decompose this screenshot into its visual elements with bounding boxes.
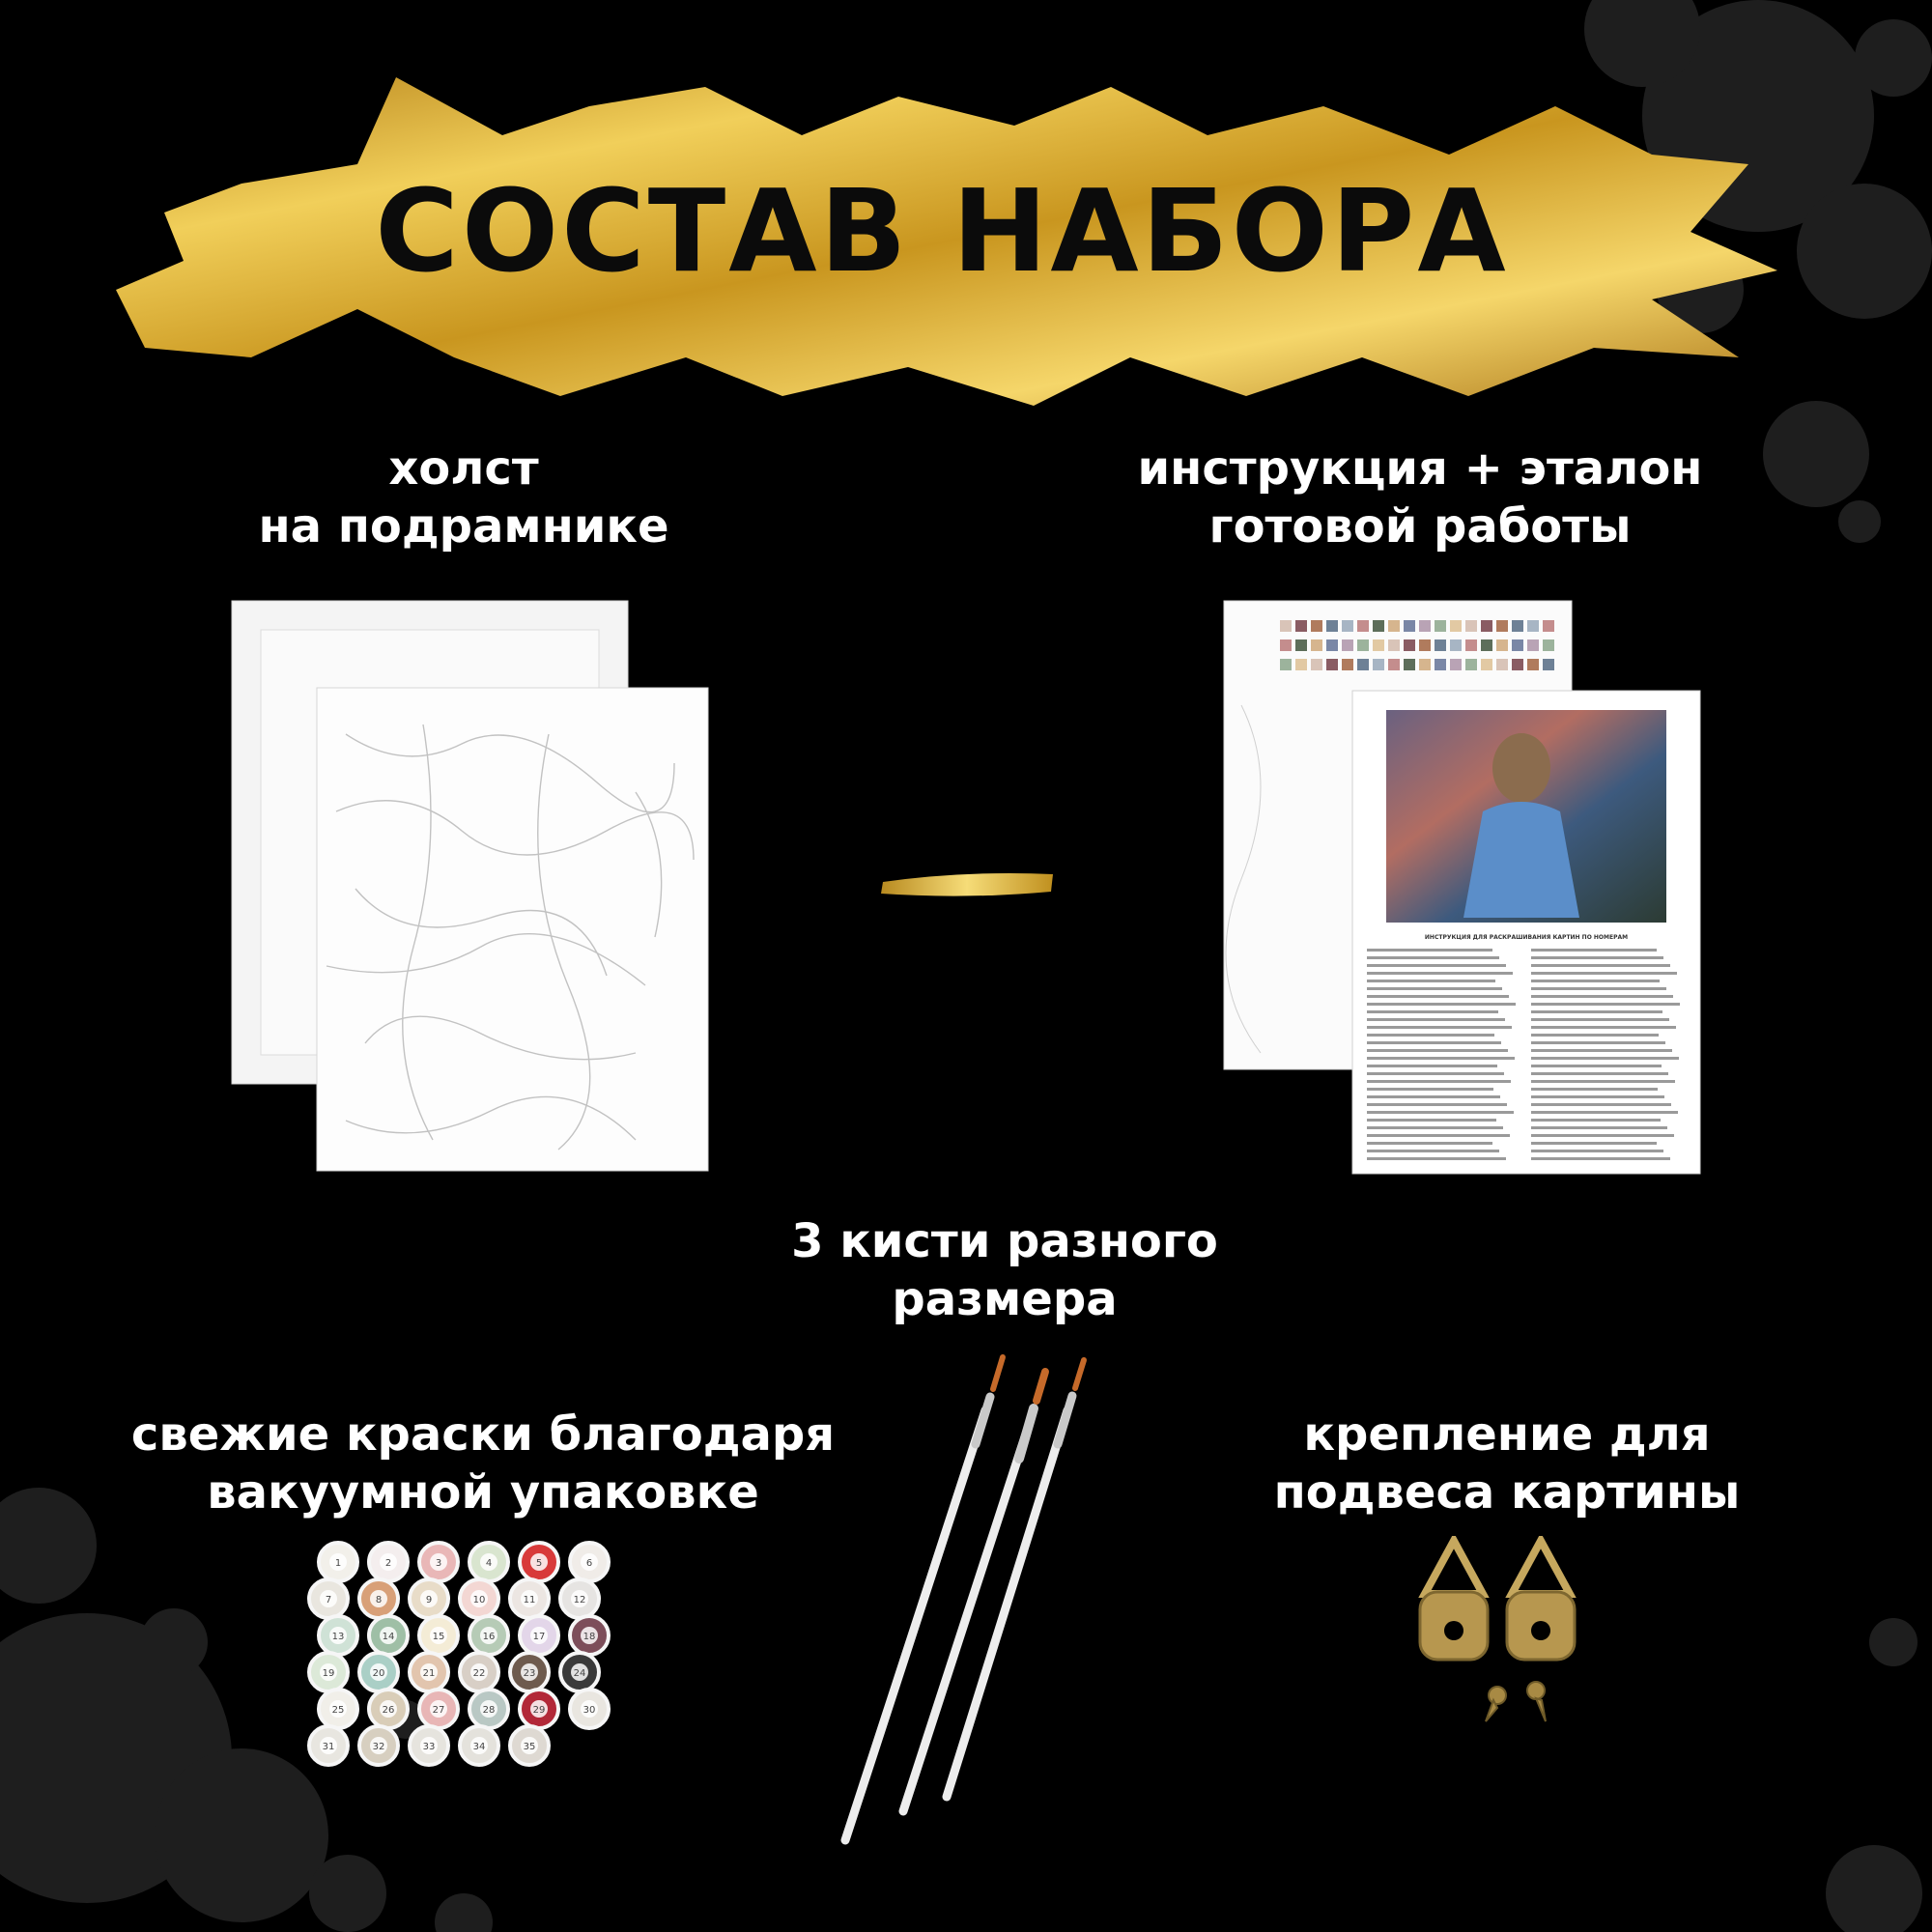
- instruction-heading: ИНСТРУКЦИЯ ДЛЯ РАСКРАШИВАНИЯ КАРТИН ПО НОМЕРАМ: [1424, 934, 1629, 941]
- brushes-image: [831, 1352, 1121, 1864]
- paint-pot: [369, 1616, 408, 1655]
- instruction-text-line: [1531, 1157, 1670, 1160]
- paint-pot-number: 3: [435, 1558, 442, 1569]
- instruction-text-line: [1531, 1034, 1659, 1037]
- instruction-text-line: [1367, 1088, 1493, 1091]
- paint-pot-number: 24: [573, 1668, 586, 1679]
- color-swatch: [1295, 620, 1307, 632]
- instruction-text-line: [1367, 1157, 1506, 1160]
- instruction-text-line: [1367, 1010, 1498, 1013]
- paint-pot-number: 16: [482, 1632, 496, 1642]
- color-swatch: [1450, 639, 1462, 651]
- paint-pot-number: 17: [532, 1632, 546, 1642]
- color-swatch: [1280, 659, 1292, 670]
- label-canvas: [242, 440, 686, 555]
- label-brushes-line2: размера: [892, 1272, 1118, 1326]
- color-swatch: [1435, 639, 1446, 651]
- paint-pot-number: 26: [382, 1705, 395, 1716]
- canvas-on-stretcher-image: [230, 599, 713, 1179]
- instruction-text-line: [1367, 1041, 1501, 1044]
- paint-pot-number: 23: [523, 1668, 536, 1679]
- label-instructions-line1: инструкция + эталон: [1137, 441, 1703, 496]
- instruction-text-line: [1531, 956, 1663, 959]
- paint-pot-number: 34: [472, 1742, 486, 1752]
- color-swatch: [1496, 639, 1508, 651]
- instruction-text-line: [1367, 1026, 1512, 1029]
- color-swatch: [1280, 639, 1292, 651]
- color-swatch: [1481, 620, 1492, 632]
- label-hanger-line2: подвеса картины: [1273, 1465, 1741, 1520]
- paint-pot-number: 25: [331, 1705, 345, 1716]
- instruction-text-line: [1531, 1095, 1664, 1098]
- paint-pot-number: 9: [425, 1595, 433, 1605]
- paint-pot: [359, 1653, 398, 1691]
- color-swatch: [1527, 639, 1539, 651]
- instruction-text-line: [1531, 1065, 1662, 1067]
- paint-pot: [560, 1579, 599, 1618]
- color-swatch: [1295, 659, 1307, 670]
- instruction-text-line: [1531, 1041, 1665, 1044]
- paint-pot: [510, 1653, 549, 1691]
- paint-pot-number: 35: [523, 1742, 536, 1752]
- color-swatch: [1311, 639, 1322, 651]
- instruction-text-line: [1531, 1018, 1669, 1021]
- color-swatch: [1512, 620, 1523, 632]
- color-swatch: [1326, 639, 1338, 651]
- color-swatch: [1280, 620, 1292, 632]
- paint-pot: [460, 1653, 498, 1691]
- paint-pot-number: 7: [325, 1595, 332, 1605]
- paint-pot: [510, 1726, 549, 1765]
- instruction-text-line: [1531, 1003, 1680, 1006]
- instruction-text-line: [1531, 1126, 1667, 1129]
- instruction-text-line: [1531, 987, 1666, 990]
- color-swatch: [1465, 659, 1477, 670]
- color-swatch: [1326, 620, 1338, 632]
- label-paints-line2: вакуумной упаковке: [207, 1465, 759, 1520]
- color-swatch: [1311, 620, 1322, 632]
- color-swatch: [1512, 659, 1523, 670]
- label-brushes-line1: 3 кисти разного: [791, 1214, 1218, 1268]
- paint-pot-number: 1: [334, 1558, 342, 1569]
- paint-pot: [419, 1616, 458, 1655]
- instruction-text-line: [1367, 1103, 1507, 1106]
- paint-pot: [469, 1616, 508, 1655]
- instruction-text-line: [1531, 1072, 1668, 1075]
- color-swatch: [1357, 639, 1369, 651]
- paint-pot-number: 14: [382, 1632, 395, 1642]
- color-swatch: [1373, 620, 1384, 632]
- instruction-text-line: [1531, 964, 1670, 967]
- color-swatch: [1357, 620, 1369, 632]
- color-swatch: [1481, 639, 1492, 651]
- label-paints: [106, 1406, 860, 1521]
- paint-pot-number: 6: [585, 1558, 593, 1569]
- paint-pot-number: 28: [482, 1705, 496, 1716]
- instruction-text-line: [1367, 1150, 1499, 1152]
- paint-pot-number: 18: [582, 1632, 596, 1642]
- paint-pot: [469, 1690, 508, 1728]
- paint-pot-number: 21: [422, 1668, 436, 1679]
- instruction-text-line: [1531, 1049, 1672, 1052]
- instruction-text-line: [1531, 1119, 1661, 1122]
- label-hanger: [1256, 1406, 1758, 1521]
- color-swatch: [1543, 659, 1554, 670]
- instruction-text-line: [1367, 995, 1509, 998]
- instruction-text-line: [1367, 972, 1513, 975]
- paint-pot-number: 11: [523, 1595, 536, 1605]
- label-hanger-line1: крепление для: [1303, 1407, 1711, 1462]
- instruction-text-line: [1531, 1010, 1662, 1013]
- paint-pot: [410, 1726, 448, 1765]
- paint-pot: [410, 1653, 448, 1691]
- instruction-text-line: [1531, 1103, 1671, 1106]
- instruction-text-line: [1531, 972, 1677, 975]
- paint-pot: [570, 1690, 609, 1728]
- color-swatch: [1404, 620, 1415, 632]
- paint-pot-number: 5: [535, 1558, 543, 1569]
- label-brushes: [734, 1212, 1275, 1328]
- label-canvas-line1: холст: [388, 441, 539, 496]
- label-instructions-line2: готовой работы: [1208, 499, 1632, 554]
- color-swatch: [1496, 659, 1508, 670]
- hanger-hooks-image: [1401, 1536, 1623, 1729]
- instruction-text-line: [1531, 1134, 1674, 1137]
- instruction-text-line: [1367, 1034, 1494, 1037]
- color-swatch: [1465, 620, 1477, 632]
- paint-pot: [319, 1616, 357, 1655]
- instruction-sheet-image: [1222, 599, 1705, 1179]
- color-swatch: [1404, 639, 1415, 651]
- instruction-text-line: [1367, 956, 1499, 959]
- instruction-text-line: [1367, 1126, 1503, 1129]
- instruction-text-line: [1531, 1080, 1675, 1083]
- paint-pot: [520, 1690, 558, 1728]
- color-swatch: [1342, 620, 1353, 632]
- paint-pot-number: 2: [384, 1558, 392, 1569]
- color-swatch: [1450, 659, 1462, 670]
- color-swatch: [1342, 659, 1353, 670]
- paint-pot: [369, 1543, 408, 1581]
- label-canvas-line2: на подрамнике: [258, 499, 669, 554]
- color-swatch: [1496, 620, 1508, 632]
- paint-pot: [570, 1616, 609, 1655]
- paint-pot: [319, 1690, 357, 1728]
- instruction-text-line: [1367, 1095, 1500, 1098]
- instruction-text-line: [1531, 1150, 1663, 1152]
- paint-pot-number: 27: [432, 1705, 445, 1716]
- color-swatch: [1435, 659, 1446, 670]
- paint-pot-number: 31: [322, 1742, 335, 1752]
- instruction-text-line: [1367, 1111, 1514, 1114]
- instruction-text-line: [1367, 1049, 1508, 1052]
- instruction-text-line: [1367, 1142, 1492, 1145]
- instruction-text-line: [1531, 980, 1660, 982]
- label-instructions: [1111, 440, 1729, 555]
- paint-pots-image: [299, 1541, 647, 1773]
- gold-dash-decoration: [879, 865, 1058, 903]
- paint-pot-number: 12: [573, 1595, 586, 1605]
- color-swatch: [1512, 639, 1523, 651]
- color-swatch: [1419, 659, 1431, 670]
- paint-pot: [369, 1690, 408, 1728]
- paint-pot-number: 22: [472, 1668, 486, 1679]
- paint-pot-number: 29: [532, 1705, 546, 1716]
- paint-pot: [419, 1543, 458, 1581]
- instruction-text-line: [1367, 949, 1492, 952]
- color-swatch: [1342, 639, 1353, 651]
- instruction-text-line: [1531, 995, 1673, 998]
- color-swatch: [1373, 639, 1384, 651]
- instruction-text-line: [1367, 1018, 1505, 1021]
- paint-pot-number: 10: [472, 1595, 486, 1605]
- paint-pot: [520, 1543, 558, 1581]
- paint-pot: [570, 1543, 609, 1581]
- paint-pot-number: 20: [372, 1668, 385, 1679]
- page-title: СОСТАВ НАБОРА: [375, 164, 1509, 298]
- paint-pot-number: 15: [432, 1632, 445, 1642]
- color-swatch: [1326, 659, 1338, 670]
- instruction-text-line: [1531, 1057, 1679, 1060]
- color-swatch: [1435, 620, 1446, 632]
- paint-pot: [520, 1616, 558, 1655]
- instruction-text-line: [1531, 1111, 1678, 1114]
- paint-pot-number: 4: [485, 1558, 493, 1569]
- color-swatch: [1527, 659, 1539, 670]
- paint-pot: [510, 1579, 549, 1618]
- color-swatch: [1527, 620, 1539, 632]
- color-swatch: [1543, 620, 1554, 632]
- instruction-text-line: [1367, 1057, 1515, 1060]
- color-swatch: [1419, 639, 1431, 651]
- paint-pot: [410, 1579, 448, 1618]
- paint-pot: [560, 1653, 599, 1691]
- instruction-text-line: [1367, 964, 1506, 967]
- instruction-text-line: [1531, 1026, 1676, 1029]
- color-swatch: [1543, 639, 1554, 651]
- instruction-text-line: [1531, 949, 1657, 952]
- color-swatch: [1481, 659, 1492, 670]
- color-swatch: [1465, 639, 1477, 651]
- paint-pot: [309, 1726, 348, 1765]
- paint-pot: [309, 1653, 348, 1691]
- instruction-text-line: [1531, 1142, 1657, 1145]
- instruction-text-line: [1367, 1119, 1496, 1122]
- paint-pot-number: 8: [375, 1595, 383, 1605]
- paint-pot: [469, 1543, 508, 1581]
- instruction-text-line: [1367, 1003, 1516, 1006]
- paint-pot: [309, 1579, 348, 1618]
- instruction-text-line: [1531, 1088, 1658, 1091]
- paint-pot: [319, 1543, 357, 1581]
- paint-pot-number: 33: [422, 1742, 436, 1752]
- paint-pot: [460, 1579, 498, 1618]
- paint-pot-number: 30: [582, 1705, 596, 1716]
- instruction-text-line: [1367, 1080, 1511, 1083]
- paint-pot: [460, 1726, 498, 1765]
- color-swatch: [1388, 659, 1400, 670]
- paint-pot: [419, 1690, 458, 1728]
- paint-pot: [359, 1579, 398, 1618]
- paint-pot: [359, 1726, 398, 1765]
- instruction-text-line: [1367, 1072, 1504, 1075]
- instruction-text-line: [1367, 980, 1495, 982]
- color-swatch: [1311, 659, 1322, 670]
- instruction-text-line: [1367, 987, 1502, 990]
- label-paints-line1: свежие краски благодаря: [130, 1407, 836, 1462]
- color-swatch: [1373, 659, 1384, 670]
- paint-pot-number: 13: [331, 1632, 345, 1642]
- color-swatch: [1450, 620, 1462, 632]
- color-swatch: [1419, 620, 1431, 632]
- instruction-text-line: [1367, 1065, 1497, 1067]
- paint-pot-number: 19: [322, 1668, 335, 1679]
- instruction-text-line: [1367, 1134, 1510, 1137]
- color-swatch: [1295, 639, 1307, 651]
- paint-pot-number: 32: [372, 1742, 385, 1752]
- color-swatch: [1404, 659, 1415, 670]
- color-swatch: [1388, 620, 1400, 632]
- color-swatch: [1357, 659, 1369, 670]
- color-swatch: [1388, 639, 1400, 651]
